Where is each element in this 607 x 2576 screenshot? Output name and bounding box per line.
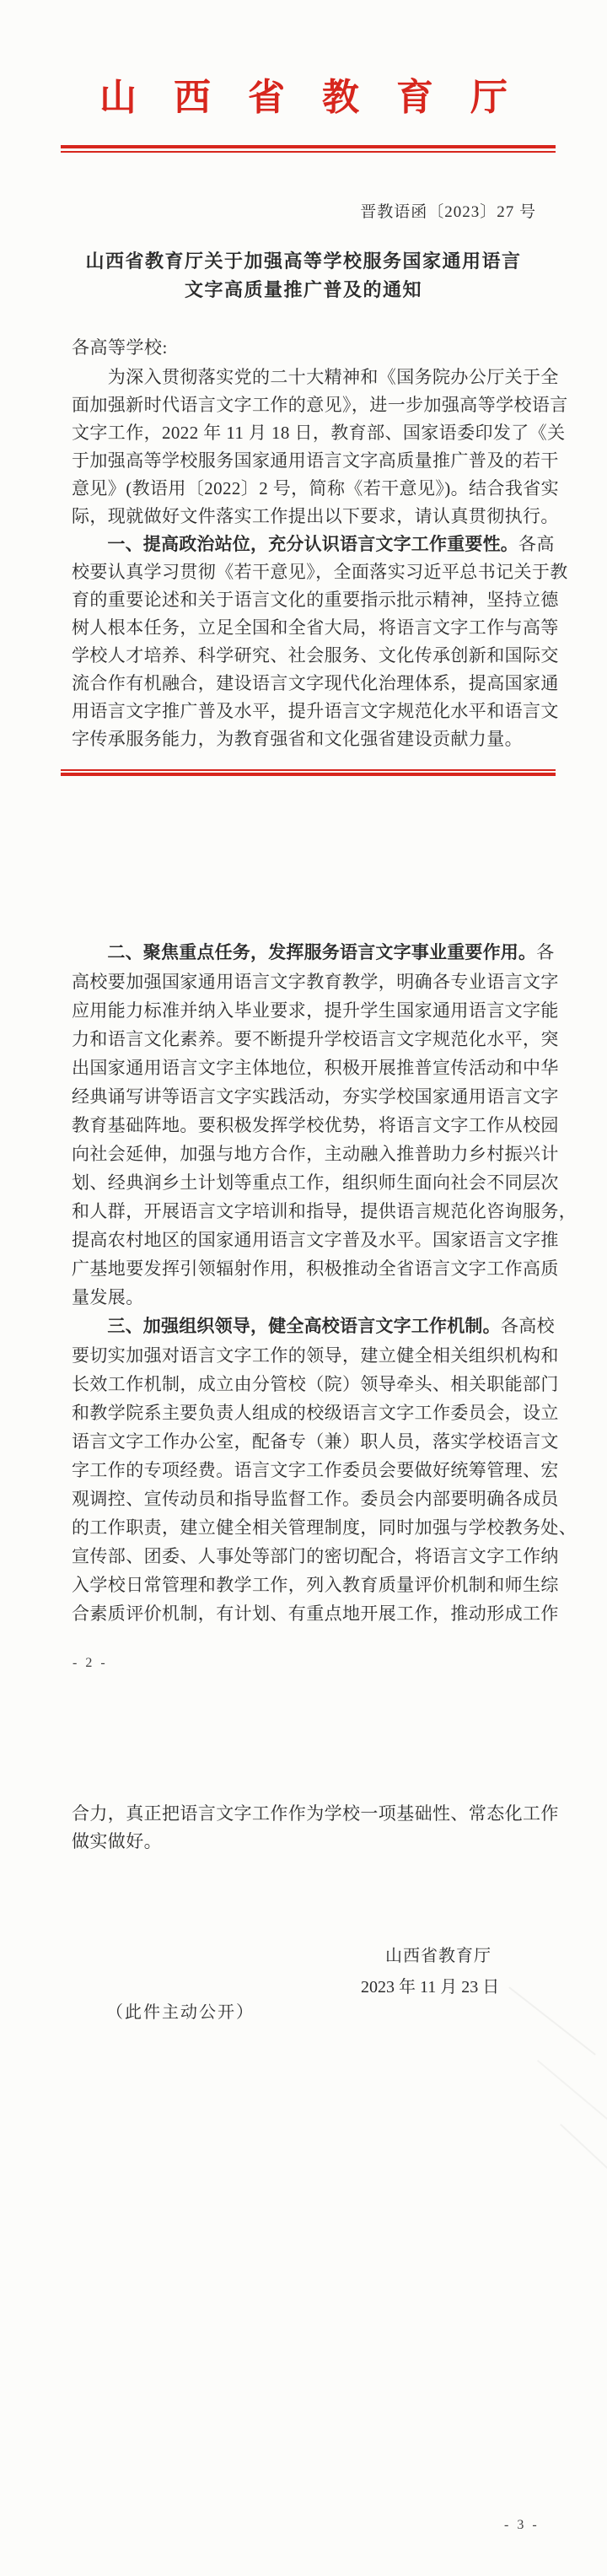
- text-line: 树人根本任务，立足全国和全省大局，将语言文字工作与高等: [72, 617, 559, 638]
- text-line: 教育基础阵地。要积极发挥学校优势，将语言文字工作从校园: [72, 1115, 559, 1135]
- text-line: 字工作的专项经费。语言文字工作委员会要做好统筹管理、宏: [72, 1460, 559, 1480]
- text-line: 一、提高政治站位，充分认识语言文字工作重要性。各高: [72, 534, 555, 554]
- document-title-line2: 文字高质量推广普及的通知: [184, 279, 422, 300]
- scan-artifact: [508, 1986, 596, 2056]
- publicity-note: （此件主动公开）: [106, 2003, 255, 2022]
- text-line: 语言文字工作办公室，配备专（兼）职人员，落实学校语言文: [72, 1431, 559, 1452]
- text-line: 高校要加强国家通用语言文字教育教学，明确各专业语言文字: [72, 972, 559, 992]
- document-title: [0, 247, 607, 304]
- text-line: 合素质评价机制，有计划、有重点地开展工作，推动形成工作: [72, 1603, 559, 1624]
- text-line: 学校人才培养、科学研究、社会服务、文化传承创新和国际交: [72, 645, 559, 666]
- signature-agency: 山西省教育厅: [385, 1947, 492, 1965]
- text-line: 广基地要发挥引领辐射作用，积极推动全省语言文字工作高质: [72, 1258, 559, 1279]
- text-line: 意见》(教语用〔2022〕2 号，简称《若干意见》)。结合我省实: [72, 478, 560, 498]
- text-line: 和教学院系主要负责人组成的校级语言文字工作委员会，设立: [72, 1403, 559, 1423]
- text-line: 经典诵写讲等语言文字实践活动，夯实学校国家通用语言文字: [72, 1086, 559, 1107]
- text-line: 观调控、宣传动员和指导监督工作。委员会内部要明确各成员: [72, 1489, 559, 1509]
- text-line: 文字工作，2022 年 11 月 18 日，教育部、国家语委印发了《关: [72, 423, 566, 443]
- letterhead-title: 山西省教育厅: [99, 77, 545, 118]
- body-page-1: [72, 364, 568, 753]
- page-number-3: - 3 -: [504, 2518, 540, 2532]
- text-line: 力和语言文化素养。要不断提升学校语言文字规范化水平，突: [72, 1029, 559, 1049]
- text-line: 际，现就做好文件落实工作提出以下要求，请认真贯彻执行。: [72, 506, 559, 526]
- text-line: 量发展。: [72, 1287, 144, 1307]
- text-line: 应用能力标准并纳入毕业要求，提升学生国家通用语言文字能: [72, 1000, 559, 1021]
- text-line: 用语言文字推广普及水平，提升语言文字规范化水平和语言文: [72, 701, 559, 721]
- text-line: 字传承服务能力，为教育强省和文化强省建设贡献力量。: [72, 729, 523, 749]
- body-page-3: [72, 1800, 559, 1856]
- text-line: 宣传部、团委、人事处等部门的密切配合，将语言文字工作纳: [72, 1546, 559, 1566]
- salutation: 各高等学校:: [72, 337, 168, 358]
- text-line: 三、加强组织领导，健全高校语言文字工作机制。各高校: [72, 1316, 556, 1336]
- text-line: 合力，真正把语言文字工作作为学校一项基础性、常态化工作: [72, 1803, 559, 1824]
- text-line: 向社会延伸，加强与地方合作，主动融入推普助力乡村振兴计: [72, 1144, 559, 1164]
- text-line: 入学校日常管理和教学工作，列入教育质量评价机制和师生综: [72, 1575, 559, 1595]
- text-line: 为深入贯彻落实党的二十大精神和《国务院办公厅关于全: [72, 367, 559, 387]
- scan-artifact: [560, 2124, 607, 2188]
- text-line: 校要认真学习贯彻《若干意见》，全面落实习近平总书记关于教: [72, 562, 568, 582]
- page-end-divider-line: [61, 769, 556, 776]
- text-line: 做实做好。: [72, 1831, 162, 1851]
- text-line: 育的重要论述和关于语言文化的重要指示批示精神，坚持立德: [72, 590, 559, 610]
- document-number: 晋教语函〔2023〕27 号: [360, 203, 536, 221]
- text-line: 和人群，开展语言文字培训和指导，提供语言规范化咨询服务，: [72, 1201, 577, 1221]
- letterhead-divider-line: [61, 145, 556, 153]
- text-line: 于加强高等学校服务国家通用语言文字高质量推广普及的若干: [72, 450, 559, 471]
- text-line: 出国家通用语言文字主体地位，积极开展推普宣传活动和中华: [72, 1058, 559, 1078]
- document-title-line1: 山西省教育厅关于加强高等学校服务国家通用语言: [85, 251, 522, 272]
- text-line: 长效工作机制，成立由分管校（院）领导牵头、相关职能部门: [72, 1374, 559, 1394]
- text-line: 面加强新时代语言文字工作的意见》，进一步加强高等学校语言: [72, 395, 568, 415]
- text-line: 流合作有机融合，建设语言文字现代化治理体系，提高国家通: [72, 673, 559, 693]
- scan-artifact: [537, 2060, 607, 2142]
- page-number-2: - 2 -: [73, 1656, 108, 1670]
- body-page-2: [72, 938, 577, 1628]
- signature-date: 2023 年 11 月 23 日: [361, 1978, 500, 1997]
- text-line: 二、聚焦重点任务，发挥服务语言文字事业重要作用。各: [72, 942, 555, 962]
- text-line: 提高农村地区的国家通用语言文字普及水平。国家语言文字推: [72, 1230, 559, 1250]
- text-line: 划、经典润乡土计划等重点工作，组织师生面向社会不同层次: [72, 1172, 559, 1193]
- text-line: 的工作职责，建立健全相关管理制度，同时加强与学校教务处、: [72, 1517, 577, 1538]
- text-line: 要切实加强对语言文字工作的领导，建立健全相关组织机构和: [72, 1345, 559, 1366]
